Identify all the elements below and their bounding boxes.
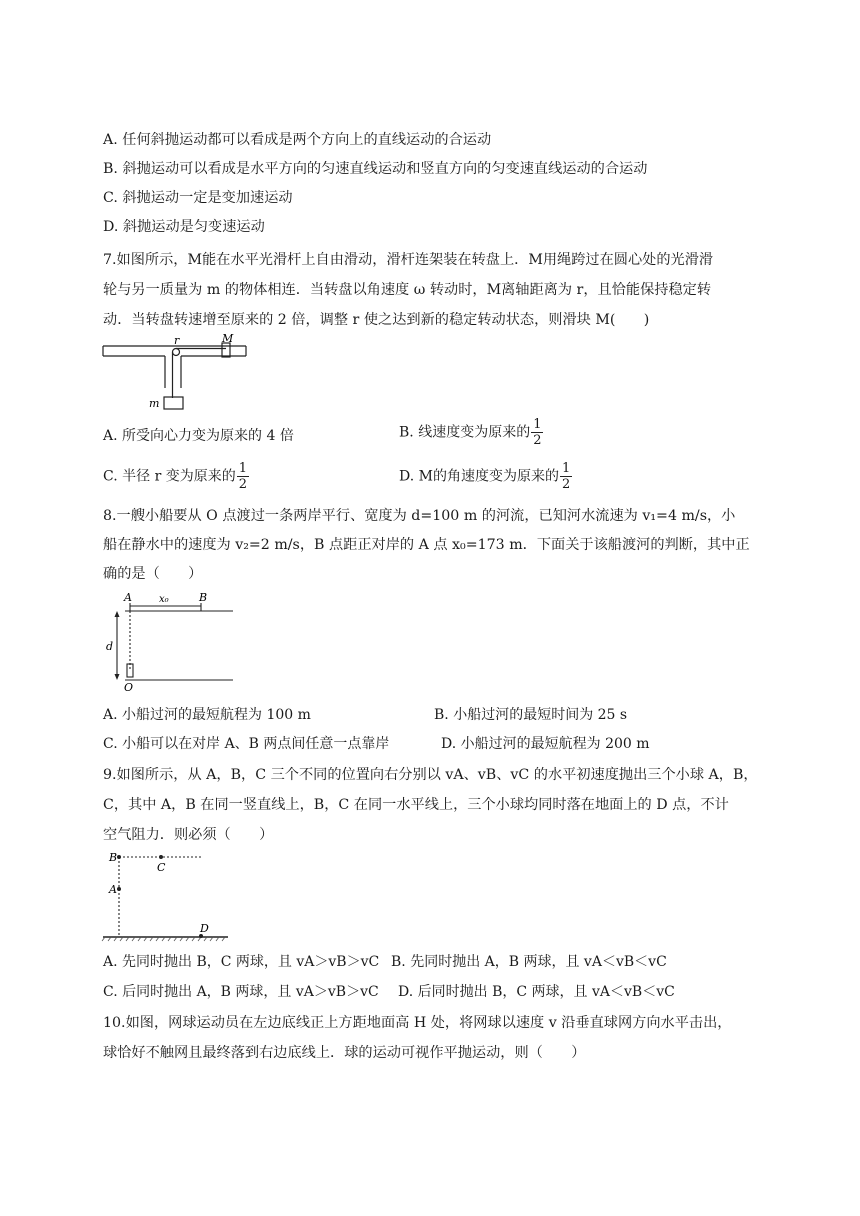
q8-stem-line2: 船在静水中的速度为 v₂=2 m/s，B 点距正对岸的 A 点 x₀=173 m．下面关于该船渡河的判断，其中正 [103,537,750,553]
q6-option-d: D. 斜抛运动是匀变速运动 [103,219,265,235]
q10-stem-line1: 10.如图，网球运动员在左边底线正上方距地面高 H 处，将网球以速度 v 沿垂直球网方向水平击出， [103,1015,732,1031]
q9-label-A: A [109,883,117,896]
q8-label-x0: x₀ [159,594,169,605]
q7-option-b: B. 线速度变为原来的 $\frac{1}{2}$ [399,417,542,448]
q8-option-d: D. 小船过河的最短航程为 200 m [441,736,650,752]
q7-label-r: r [174,334,180,347]
q8-option-a: A. 小船过河的最短航程为 100 m [103,707,311,723]
q8-label-B: B [199,591,208,604]
q7-turntable-figure [103,332,248,412]
q7-option-d: D. M的角速度变为原来的 $\frac{1}{2}$ [399,461,571,492]
q9-label-B: B [109,851,118,864]
fraction-one-half: $\frac{1}{2}$ [533,417,542,448]
q7-label-M: M [222,332,234,345]
q9-option-b: B. 先同时抛出 A，B 两球，且 vA＜vB＜vC [391,954,667,970]
fraction-one-half: $\frac{1}{2}$ [238,461,247,492]
q10-stem-line2: 球恰好不触网且最终落到右边底线上．球的运动可视作平抛运动，则（ ） [103,1045,586,1061]
q9-option-c: C. 后同时抛出 A，B 两球，且 vA＞vB＞vC [103,984,379,1000]
q9-projectile-figure [103,848,233,944]
q8-label-d: d [106,640,114,653]
q7-option-c: C. 半径 r 变为原来的 $\frac{1}{2}$ [103,461,247,492]
q9-stem-line1: 9.如图所示，从 A，B，C 三个不同的位置向右分别以 vA、vB、vC 的水平初速度抛出三个小球 A，B， [103,767,758,783]
q9-option-d: D. 后同时抛出 B，C 两球，且 vA＜vB＜vC [398,984,675,1000]
q8-option-c: C. 小船可以在对岸 A、B 两点间任意一点靠岸 [103,736,390,752]
q6-option-a: A. 任何斜抛运动都可以看成是两个方向上的直线运动的合运动 [103,132,492,148]
q8-stem-line1: 8.一艘小船要从 O 点渡过一条两岸平行、宽度为 d=100 m 的河流，已知河水流速为 v₁=4 m/s，小 [103,508,736,524]
q7-stem-line2: 轮与另一质量为 m 的物体相连．当转盘以角速度 ω 转动时，M离轴距离为 r，且恰能保持稳定转 [103,282,712,298]
q7-label-m: m [149,397,160,410]
q9-label-C: C [157,861,166,874]
q8-river-figure [103,590,238,695]
q6-option-c: C. 斜抛运动一定是变加速运动 [103,190,293,206]
q9-label-D: D [200,922,209,935]
q8-option-b: B. 小船过河的最短时间为 25 s [434,707,628,723]
q8-stem-line3: 确的是（ ） [103,566,203,582]
q8-label-O: O [124,681,134,694]
q7-stem-line3: 动．当转盘转速增至原来的 2 倍，调整 r 使之达到新的稳定转动状态，则滑块 M( ) [103,312,650,328]
q7-stem-line1: 7.如图所示，M能在水平光滑杆上自由滑动，滑杆连架装在转盘上．M用绳跨过在圆心处的光滑滑 [103,252,714,268]
q7-option-a: A. 所受向心力变为原来的 4 倍 [103,428,294,444]
q6-option-b: B. 斜抛运动可以看成是水平方向的匀速直线运动和竖直方向的匀变速直线运动的合运动 [103,161,648,177]
q9-option-a: A. 先同时抛出 B，C 两球，且 vA＞vB＞vC [103,954,380,970]
q8-label-A: A [124,591,132,604]
fraction-one-half: $\frac{1}{2}$ [561,461,571,492]
q9-stem-line3: 空气阻力．则必须（ ） [103,827,274,843]
q9-stem-line2: C，其中 A，B 在同一竖直线上，B，C 在同一水平线上，三个小球均同时落在地面上的 D 点，不计 [103,797,729,813]
